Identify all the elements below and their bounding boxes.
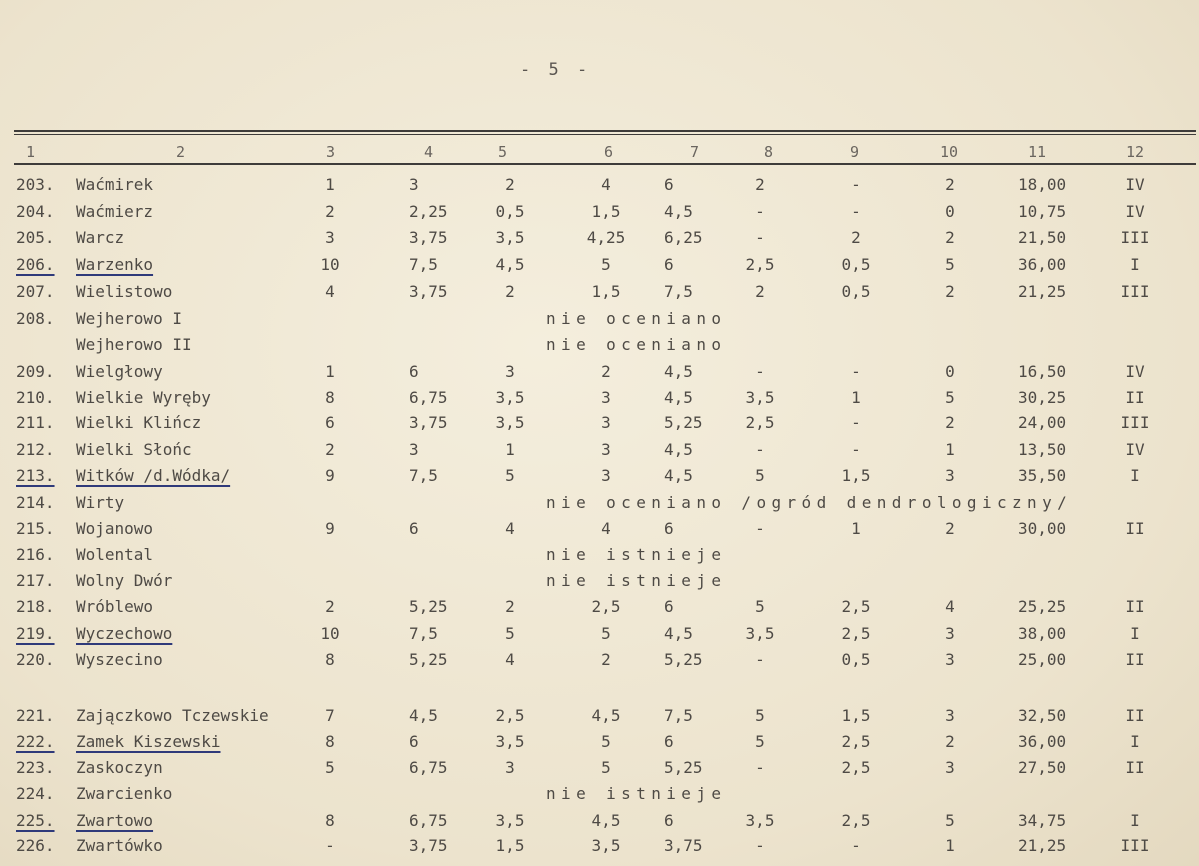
cell-c6: 4 xyxy=(601,175,611,194)
cell-c6: 5 xyxy=(601,732,611,751)
park-name: Zajączkowo Tczewskie xyxy=(76,706,269,725)
cell-c5: 0,5 xyxy=(495,202,525,221)
column-header-1: 1 xyxy=(26,143,36,161)
cell-c11: 38,00 xyxy=(1018,624,1067,643)
table-top-rule-inner xyxy=(14,134,1196,135)
table-row xyxy=(0,175,1199,201)
cell-c3: 4 xyxy=(325,282,335,301)
cell-c5: 3 xyxy=(505,362,515,381)
cell-c5: 4 xyxy=(505,519,515,538)
cell-c9: 2,5 xyxy=(841,811,871,830)
cell-c10: 2 xyxy=(945,228,955,247)
cell-c10: 2 xyxy=(945,175,955,194)
cell-c8: - xyxy=(755,758,765,777)
park-name: Wojanowo xyxy=(76,519,154,538)
row-number: 215. xyxy=(16,519,55,538)
cell-c3: 8 xyxy=(325,388,335,407)
cell-c9: 2,5 xyxy=(841,758,871,777)
cell-c5: 3,5 xyxy=(495,413,525,432)
table-row xyxy=(0,202,1199,228)
table-row xyxy=(0,335,1199,361)
cell-c4: 3 xyxy=(409,175,419,194)
cell-c11: 25,00 xyxy=(1018,650,1067,669)
cell-c10: 3 xyxy=(945,624,955,643)
cell-c4: 3 xyxy=(409,440,419,459)
cell-c9: 2,5 xyxy=(841,732,871,751)
cell-c6: 5 xyxy=(601,624,611,643)
cell-c6: 1,5 xyxy=(591,282,621,301)
cell-c12: II xyxy=(1125,650,1145,669)
cell-c10: 4 xyxy=(945,597,955,616)
cell-c6: 2,5 xyxy=(591,597,621,616)
cell-c10: 3 xyxy=(945,758,955,777)
cell-c8: - xyxy=(755,650,765,669)
cell-c11: 21,50 xyxy=(1018,228,1067,247)
cell-c11: 21,25 xyxy=(1018,836,1067,855)
cell-c4: 3,75 xyxy=(409,836,448,855)
cell-c7: 3,75 xyxy=(664,836,703,855)
cell-c12: IV xyxy=(1125,175,1145,194)
cell-c8: 5 xyxy=(755,732,765,751)
cell-c8: 2,5 xyxy=(745,255,775,274)
column-header-4: 4 xyxy=(424,143,434,161)
column-header-2: 2 xyxy=(176,143,186,161)
table-row xyxy=(0,413,1199,439)
cell-c8: 5 xyxy=(755,466,765,485)
cell-c10: 0 xyxy=(945,202,955,221)
cell-c6: 4,5 xyxy=(591,811,621,830)
cell-c11: 30,00 xyxy=(1018,519,1067,538)
cell-c9: - xyxy=(851,202,861,221)
cell-c10: 3 xyxy=(945,650,955,669)
row-number: 224. xyxy=(16,784,55,803)
cell-c7: 5,25 xyxy=(664,650,703,669)
row-number: 208. xyxy=(16,309,55,328)
cell-c4: 3,75 xyxy=(409,228,448,247)
row-number: 207. xyxy=(16,282,55,301)
cell-c12: III xyxy=(1120,836,1150,855)
cell-c7: 6 xyxy=(664,732,674,751)
cell-c8: - xyxy=(755,362,765,381)
cell-c12: I xyxy=(1130,732,1140,751)
cell-c12: II xyxy=(1125,597,1145,616)
cell-c8: 3,5 xyxy=(745,624,775,643)
cell-c12: I xyxy=(1130,466,1140,485)
table-row xyxy=(0,732,1199,758)
cell-c9: - xyxy=(851,836,861,855)
cell-c3: 9 xyxy=(325,519,335,538)
row-number: 209. xyxy=(16,362,55,381)
cell-c4: 7,5 xyxy=(409,255,438,274)
cell-c5: 3,5 xyxy=(495,811,525,830)
park-name: Witków /d.Wódka/ xyxy=(76,466,231,485)
status-note: nie oceniano xyxy=(546,335,727,354)
park-name: Warzenko xyxy=(76,255,154,274)
row-number: 217. xyxy=(16,571,55,590)
row-number: 222. xyxy=(16,732,55,751)
table-row xyxy=(0,545,1199,571)
row-number: 213. xyxy=(16,466,55,485)
cell-c7: 6 xyxy=(664,597,674,616)
cell-c12: IV xyxy=(1125,202,1145,221)
cell-c11: 13,50 xyxy=(1018,440,1067,459)
table-row xyxy=(0,466,1199,492)
cell-c12: II xyxy=(1125,388,1145,407)
park-name: Zwartówko xyxy=(76,836,163,855)
cell-c6: 3 xyxy=(601,440,611,459)
row-number: 220. xyxy=(16,650,55,669)
cell-c8: - xyxy=(755,519,765,538)
cell-c11: 30,25 xyxy=(1018,388,1067,407)
status-note: nie istnieje xyxy=(546,784,727,803)
cell-c6: 5 xyxy=(601,255,611,274)
cell-c12: IV xyxy=(1125,440,1145,459)
cell-c9: 1,5 xyxy=(841,706,871,725)
cell-c12: I xyxy=(1130,255,1140,274)
cell-c8: 3,5 xyxy=(745,388,775,407)
cell-c5: 1,5 xyxy=(495,836,525,855)
cell-c5: 2 xyxy=(505,282,515,301)
cell-c9: 2,5 xyxy=(841,624,871,643)
park-name: Wirty xyxy=(76,493,125,512)
cell-c5: 3,5 xyxy=(495,388,525,407)
cell-c11: 34,75 xyxy=(1018,811,1067,830)
cell-c6: 3 xyxy=(601,466,611,485)
cell-c8: - xyxy=(755,440,765,459)
cell-c7: 6 xyxy=(664,811,674,830)
cell-c10: 2 xyxy=(945,732,955,751)
cell-c3: 9 xyxy=(325,466,335,485)
cell-c5: 1 xyxy=(505,440,515,459)
cell-c12: III xyxy=(1120,282,1150,301)
cell-c4: 2,25 xyxy=(409,202,448,221)
cell-c11: 27,50 xyxy=(1018,758,1067,777)
cell-c5: 2 xyxy=(505,175,515,194)
column-header-5: 5 xyxy=(498,143,508,161)
table-row xyxy=(0,493,1199,519)
table-row xyxy=(0,388,1199,414)
cell-c4: 6,75 xyxy=(409,758,448,777)
cell-c12: III xyxy=(1120,413,1150,432)
row-number: 206. xyxy=(16,255,55,274)
cell-c6: 5 xyxy=(601,758,611,777)
cell-c6: 4,25 xyxy=(586,228,626,247)
cell-c7: 7,5 xyxy=(664,706,693,725)
row-number: 216. xyxy=(16,545,55,564)
cell-c4: 7,5 xyxy=(409,624,438,643)
row-number: 218. xyxy=(16,597,55,616)
park-name: Zwartowo xyxy=(76,811,154,830)
park-name: Wielki Klińcz xyxy=(76,413,202,432)
cell-c9: 0,5 xyxy=(841,282,871,301)
status-note: nie oceniano /ogród dendrologiczny/ xyxy=(546,493,1073,512)
table-row xyxy=(0,758,1199,784)
cell-c7: 4,5 xyxy=(664,388,693,407)
cell-c7: 6,25 xyxy=(664,228,703,247)
cell-c8: 2,5 xyxy=(745,413,775,432)
cell-c10: 1 xyxy=(945,440,955,459)
cell-c4: 6 xyxy=(409,362,419,381)
table-top-rule xyxy=(14,130,1196,132)
cell-c3: 10 xyxy=(320,255,340,274)
cell-c11: 24,00 xyxy=(1018,413,1067,432)
cell-c11: 18,00 xyxy=(1018,175,1067,194)
cell-c3: 8 xyxy=(325,650,335,669)
cell-c7: 5,25 xyxy=(664,413,703,432)
cell-c9: - xyxy=(851,440,861,459)
cell-c6: 1,5 xyxy=(591,202,621,221)
cell-c3: 1 xyxy=(325,362,335,381)
table-row xyxy=(0,836,1199,862)
column-header-6: 6 xyxy=(604,143,614,161)
table-row xyxy=(0,624,1199,650)
park-name: Zwarcienko xyxy=(76,784,173,803)
cell-c3: 8 xyxy=(325,732,335,751)
park-name: Waćmierz xyxy=(76,202,154,221)
cell-c10: 2 xyxy=(945,282,955,301)
table-row xyxy=(0,255,1199,281)
table-row xyxy=(0,228,1199,254)
table-row xyxy=(0,519,1199,545)
table-row xyxy=(0,597,1199,623)
park-name: Wróblewo xyxy=(76,597,154,616)
page-number: - 5 - xyxy=(520,60,592,80)
cell-c7: 7,5 xyxy=(664,282,693,301)
cell-c11: 35,50 xyxy=(1018,466,1067,485)
cell-c3: 8 xyxy=(325,811,335,830)
cell-c5: 3,5 xyxy=(495,228,525,247)
table-row xyxy=(0,440,1199,466)
cell-c6: 3,5 xyxy=(591,836,621,855)
cell-c9: 2,5 xyxy=(841,597,871,616)
park-name: Wielkie Wyręby xyxy=(76,388,211,407)
cell-c6: 2 xyxy=(601,362,611,381)
cell-c9: - xyxy=(851,362,861,381)
table-row xyxy=(0,784,1199,810)
cell-c10: 1 xyxy=(945,836,955,855)
cell-c8: 2 xyxy=(755,175,765,194)
row-number: 223. xyxy=(16,758,55,777)
column-header-12: 12 xyxy=(1126,143,1145,161)
cell-c3: 6 xyxy=(325,413,335,432)
cell-c12: IV xyxy=(1125,362,1145,381)
cell-c4: 6,75 xyxy=(409,811,448,830)
cell-c5: 4 xyxy=(505,650,515,669)
cell-c9: 1 xyxy=(851,388,861,407)
cell-c10: 5 xyxy=(945,255,955,274)
row-number: 204. xyxy=(16,202,55,221)
cell-c12: II xyxy=(1125,758,1145,777)
row-number: 221. xyxy=(16,706,55,725)
cell-c11: 32,50 xyxy=(1018,706,1067,725)
cell-c7: 4,5 xyxy=(664,440,693,459)
cell-c10: 2 xyxy=(945,519,955,538)
cell-c10: 5 xyxy=(945,811,955,830)
cell-c4: 7,5 xyxy=(409,466,438,485)
cell-c8: - xyxy=(755,836,765,855)
cell-c12: II xyxy=(1125,706,1145,725)
cell-c4: 5,25 xyxy=(409,597,448,616)
cell-c11: 25,25 xyxy=(1018,597,1067,616)
cell-c3: 10 xyxy=(320,624,340,643)
cell-c4: 5,25 xyxy=(409,650,448,669)
cell-c3: 2 xyxy=(325,597,335,616)
cell-c10: 2 xyxy=(945,413,955,432)
row-number: 211. xyxy=(16,413,55,432)
row-number: 210. xyxy=(16,388,55,407)
cell-c7: 5,25 xyxy=(664,758,703,777)
cell-c10: 0 xyxy=(945,362,955,381)
cell-c7: 4,5 xyxy=(664,624,693,643)
cell-c10: 5 xyxy=(945,388,955,407)
cell-c9: 2 xyxy=(851,228,861,247)
cell-c8: 5 xyxy=(755,706,765,725)
column-header-11: 11 xyxy=(1028,143,1047,161)
cell-c3: 5 xyxy=(325,758,335,777)
row-number: 225. xyxy=(16,811,55,830)
row-number: 203. xyxy=(16,175,55,194)
table-row xyxy=(0,309,1199,335)
cell-c10: 3 xyxy=(945,466,955,485)
park-name: Warcz xyxy=(76,228,125,247)
park-name: Zamek Kiszewski xyxy=(76,732,221,751)
cell-c11: 21,25 xyxy=(1018,282,1067,301)
cell-c5: 3 xyxy=(505,758,515,777)
park-name: Wielki Słońc xyxy=(76,440,192,459)
cell-c8: 5 xyxy=(755,597,765,616)
park-name: Wielistowo xyxy=(76,282,173,301)
status-note: nie istnieje xyxy=(546,545,727,564)
cell-c4: 3,75 xyxy=(409,282,448,301)
column-header-10: 10 xyxy=(940,143,959,161)
table-row xyxy=(0,571,1199,597)
cell-c5: 2,5 xyxy=(495,706,525,725)
row-number: 219. xyxy=(16,624,55,643)
cell-c9: - xyxy=(851,413,861,432)
row-number: 214. xyxy=(16,493,55,512)
table-row xyxy=(0,706,1199,732)
column-header-9: 9 xyxy=(850,143,860,161)
status-note: nie istnieje xyxy=(546,571,727,590)
table-row xyxy=(0,362,1199,388)
cell-c9: 0,5 xyxy=(841,650,871,669)
cell-c9: 1,5 xyxy=(841,466,871,485)
table-row xyxy=(0,811,1199,837)
park-name: Wielgłowy xyxy=(76,362,163,381)
header-bottom-rule xyxy=(14,163,1196,165)
cell-c6: 3 xyxy=(601,413,611,432)
cell-c7: 6 xyxy=(664,519,674,538)
cell-c7: 6 xyxy=(664,175,674,194)
cell-c3: 2 xyxy=(325,202,335,221)
cell-c5: 5 xyxy=(505,624,515,643)
table-row xyxy=(0,282,1199,308)
cell-c11: 16,50 xyxy=(1018,362,1067,381)
cell-c5: 4,5 xyxy=(495,255,525,274)
cell-c6: 4 xyxy=(601,519,611,538)
cell-c6: 4,5 xyxy=(591,706,621,725)
cell-c4: 6 xyxy=(409,519,419,538)
cell-c6: 2 xyxy=(601,650,611,669)
row-number: 205. xyxy=(16,228,55,247)
cell-c5: 5 xyxy=(505,466,515,485)
park-name: Wolental xyxy=(76,545,154,564)
cell-c3: 1 xyxy=(325,175,335,194)
cell-c12: I xyxy=(1130,811,1140,830)
park-name: Wejherowo I xyxy=(76,309,182,328)
cell-c11: 10,75 xyxy=(1018,202,1067,221)
cell-c12: II xyxy=(1125,519,1145,538)
park-name: Wyszecino xyxy=(76,650,163,669)
cell-c10: 3 xyxy=(945,706,955,725)
cell-c7: 6 xyxy=(664,255,674,274)
park-name: Wyczechowo xyxy=(76,624,173,643)
cell-c7: 4,5 xyxy=(664,362,693,381)
cell-c8: 3,5 xyxy=(745,811,775,830)
cell-c7: 4,5 xyxy=(664,202,693,221)
status-note: nie oceniano xyxy=(546,309,727,328)
cell-c3: - xyxy=(325,836,335,855)
cell-c3: 2 xyxy=(325,440,335,459)
cell-c11: 36,00 xyxy=(1018,732,1067,751)
table-row xyxy=(0,650,1199,676)
park-name: Wolny Dwór xyxy=(76,571,173,590)
cell-c5: 2 xyxy=(505,597,515,616)
cell-c7: 4,5 xyxy=(664,466,693,485)
cell-c12: III xyxy=(1120,228,1150,247)
cell-c4: 4,5 xyxy=(409,706,438,725)
cell-c4: 6,75 xyxy=(409,388,448,407)
cell-c3: 7 xyxy=(325,706,335,725)
cell-c4: 6 xyxy=(409,732,419,751)
column-header-3: 3 xyxy=(326,143,336,161)
cell-c6: 3 xyxy=(601,388,611,407)
cell-c8: - xyxy=(755,228,765,247)
cell-c5: 3,5 xyxy=(495,732,525,751)
cell-c11: 36,00 xyxy=(1018,255,1067,274)
column-header-8: 8 xyxy=(764,143,774,161)
cell-c4: 3,75 xyxy=(409,413,448,432)
cell-c8: - xyxy=(755,202,765,221)
column-header-7: 7 xyxy=(690,143,700,161)
row-number: 226. xyxy=(16,836,55,855)
cell-c8: 2 xyxy=(755,282,765,301)
cell-c9: - xyxy=(851,175,861,194)
park-name: Zaskoczyn xyxy=(76,758,163,777)
cell-c9: 1 xyxy=(851,519,861,538)
cell-c9: 0,5 xyxy=(841,255,871,274)
park-name: Waćmirek xyxy=(76,175,154,194)
park-name: Wejherowo II xyxy=(76,335,192,354)
row-number: 212. xyxy=(16,440,55,459)
cell-c3: 3 xyxy=(325,228,335,247)
cell-c12: I xyxy=(1130,624,1140,643)
